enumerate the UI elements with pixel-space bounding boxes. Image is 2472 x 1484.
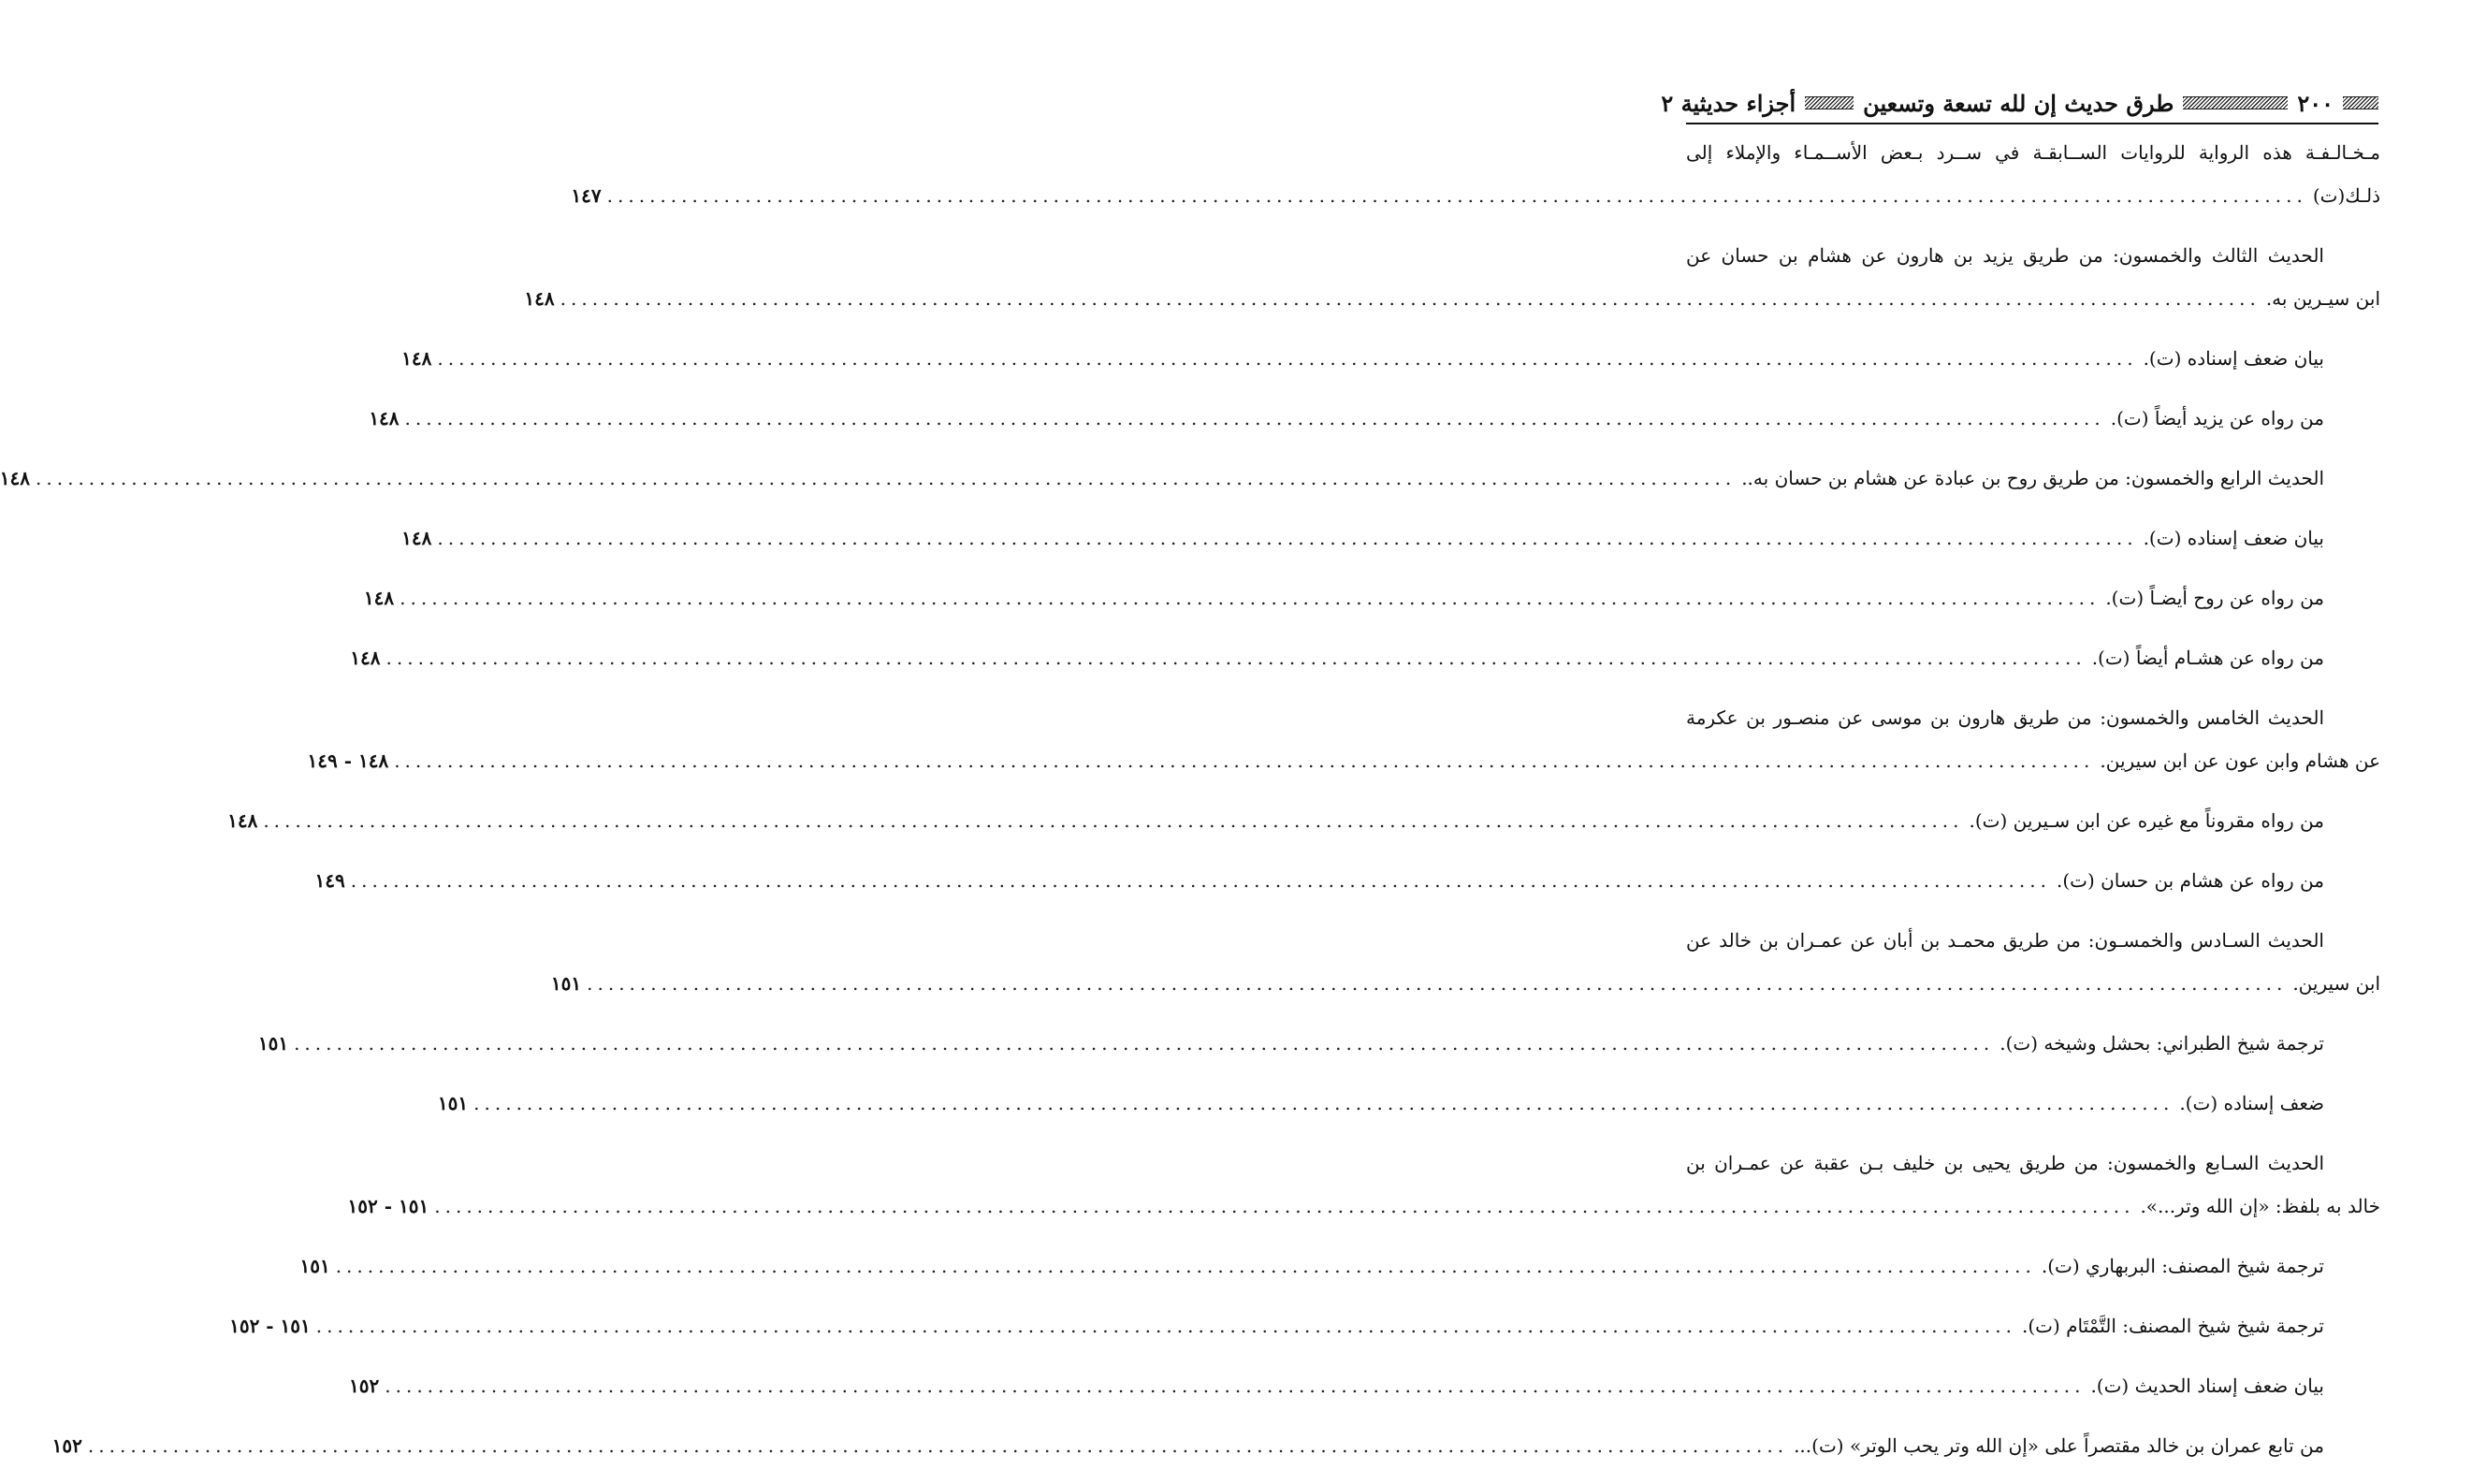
toc-entry: [227, 799, 2380, 842]
toc-entry-text: بيان ضعف إسناده (ت).: [2143, 347, 2324, 370]
toc-entry-line: الحديث الثالث والخمسون: من طريق يزيد بن هارون عن هشام بن حسان عن: [1686, 244, 2324, 267]
dot-leader: ................................................................................................................................................................: [404, 407, 2105, 429]
toc-entry-text: ترجمة شيخ شيخ المصنف: التَّمْتَام (ت).: [2021, 1315, 2324, 1337]
toc-entry-last-line: [227, 799, 2380, 842]
toc-entry-last-line: [437, 1082, 2380, 1125]
dot-leader: ................................................................................................................................................................: [587, 972, 2288, 995]
toc-entry: [401, 516, 2380, 560]
toc-entry: [349, 1364, 2380, 1407]
toc-entry: [314, 859, 2380, 902]
toc-entry-text: خالد به بلفظ: «إن الله وتر...».: [2140, 1195, 2380, 1217]
toc-entry-text: من تابع عمران بن خالد مقتصراً على «إن الله وتر يحب الوتر» (ت)...: [1794, 1434, 2324, 1457]
toc-entry: [51, 1424, 2380, 1467]
toc-entry-text: من رواه مقروناً مع غيره عن ابن سـيرين (ت).: [1969, 809, 2324, 832]
dot-leader: ................................................................................................................................................................: [335, 1255, 2036, 1277]
toc-entry-text: ذلـك(ت): [2312, 184, 2380, 207]
toc-entry-text: بيان ضعف إسناد الحديث (ت).: [2090, 1375, 2324, 1397]
toc-entry-line: مـخـالـفـة هذه الرواية للروايات الســابقـة في ســرد بـعض الأســمـاء والإملاء إلى: [1686, 141, 2380, 164]
toc-entry-last-line: [0, 457, 2380, 500]
dot-leader: ................................................................................................................................................................: [560, 287, 2261, 310]
running-title: طرق حديث إن لله تسعة وتسعين: [1863, 89, 2174, 117]
header-ornament: [1805, 96, 1854, 109]
toc-entry: [307, 696, 2380, 782]
toc-entry: [550, 919, 2380, 1005]
toc-page-number: ١٤٨: [401, 527, 432, 549]
dot-leader: ................................................................................................................................................................: [434, 1195, 2135, 1217]
header-rule: [1686, 123, 2378, 124]
toc-entry-last-line: [350, 636, 2380, 679]
dot-leader: ................................................................................................................................................................: [263, 809, 1964, 832]
header-ornament: [2183, 96, 2288, 109]
toc-entry-last-line: [401, 337, 2380, 380]
toc-entry-line: الحديث الخامس والخمسون: من طريق هارون بن موسى عن منصـور بن عكرمة: [1686, 706, 2324, 729]
header-ornament: [2343, 96, 2378, 109]
dot-leader: ................................................................................................................................................................: [385, 1375, 2086, 1397]
dot-leader: ................................................................................................................................................................: [315, 1315, 2016, 1337]
toc-entry-last-line: [229, 1304, 2380, 1347]
toc-entry-line: الحديث السـابع والخمسون: من طريق يحيى بن خليف بـن عقبة عن عمـران بن: [1686, 1152, 2324, 1174]
toc-entry-text: ابن سيـرين به.: [2265, 287, 2380, 310]
toc-page-number: ١٥٢: [349, 1375, 380, 1397]
toc-entry: [299, 1244, 2380, 1288]
toc-page-number: ١٤٨: [369, 407, 400, 429]
dot-leader: ................................................................................................................................................................: [473, 1092, 2174, 1114]
dot-leader: ................................................................................................................................................................: [350, 869, 2051, 892]
dot-leader: ................................................................................................................................................................: [385, 647, 2087, 669]
toc-entry-last-line: [347, 1185, 2380, 1228]
toc-entry: [229, 1304, 2380, 1347]
toc-entry: [401, 337, 2380, 380]
toc-page-number: ١٤٨: [227, 809, 258, 832]
toc-page-number: ١٥١: [437, 1092, 469, 1114]
toc-entry-last-line: [571, 174, 2380, 217]
toc-entry: [350, 636, 2380, 679]
toc-page-number: ١٤٨ - ١٤٩: [307, 749, 389, 772]
running-header: [1661, 84, 2378, 122]
table-of-contents: [0, 131, 2380, 1484]
toc-entry-text: بيان ضعف إسناده (ت).: [2143, 527, 2324, 549]
toc-entry-last-line: [307, 739, 2380, 782]
toc-entry: [363, 576, 2380, 619]
toc-page-number: ١٤٨: [401, 347, 432, 370]
toc-entry-last-line: [314, 859, 2380, 902]
dot-leader: ................................................................................................................................................................: [437, 347, 2138, 370]
toc-entry-text: ابن سيرين.: [2292, 972, 2380, 995]
toc-entry-text: من رواه عن هشـام أيضاً (ت).: [2091, 647, 2324, 669]
toc-entry-last-line: [363, 576, 2380, 619]
toc-entry-text: ضعف إسناده (ت).: [2179, 1092, 2324, 1114]
toc-page-number: ١٤٨: [524, 287, 555, 310]
toc-page-number: ١٥١ - ١٥٢: [229, 1315, 311, 1337]
toc-page-number: ١٤٩: [314, 869, 345, 892]
toc-page-number: ١٥١: [257, 1032, 289, 1055]
toc-entry: [571, 131, 2380, 217]
toc-entry: [524, 234, 2380, 320]
toc-page-number: ١٤٧: [571, 184, 602, 207]
dot-leader: ................................................................................................................................................................: [87, 1434, 1789, 1457]
toc-entry-text: من رواه عن روح أيضـاً (ت).: [2105, 587, 2324, 609]
toc-entry-last-line: [401, 516, 2380, 560]
toc-entry-text: من رواه عن هشام بن حسان (ت).: [2056, 869, 2324, 892]
toc-entry-text: ترجمة شيخ الطبراني: بحشل وشيخه (ت).: [1999, 1032, 2324, 1055]
page-number: ٢٠٠: [2297, 89, 2334, 117]
toc-page-number: ١٥١ - ١٥٢: [347, 1195, 429, 1217]
toc-entry-last-line: [524, 277, 2380, 320]
dot-leader: ................................................................................................................................................................: [606, 184, 2307, 207]
dot-leader: ................................................................................................................................................................: [437, 527, 2138, 549]
toc-entry: [347, 1142, 2380, 1228]
toc-entry-last-line: [299, 1244, 2380, 1288]
toc-entry-text: ترجمة شيخ المصنف: البربهاري (ت).: [2041, 1255, 2324, 1277]
toc-entry-text: من رواه عن يزيد أيضاً (ت).: [2110, 407, 2324, 429]
dot-leader: ................................................................................................................................................................: [36, 467, 1737, 489]
dot-leader: ................................................................................................................................................................: [294, 1032, 1995, 1055]
toc-entry: [0, 457, 2380, 500]
toc-page-number: ١٥١: [299, 1255, 330, 1277]
toc-entry-last-line: [369, 397, 2380, 440]
toc-page-number: ١٥١: [550, 972, 582, 995]
toc-entry-text: الحديث الرابع والخمسون: من طريق روح بن عبادة عن هشام بن حسان به..: [1741, 467, 2324, 489]
toc-entry-last-line: [550, 962, 2380, 1005]
toc-page-number: ١٤٨: [0, 467, 31, 489]
dot-leader: ................................................................................................................................................................: [394, 749, 2095, 772]
toc-entry: [257, 1022, 2380, 1065]
toc-entry-last-line: [349, 1364, 2380, 1407]
dot-leader: ................................................................................................................................................................: [400, 587, 2101, 609]
series-title: أجزاء حديثية ٢: [1661, 89, 1796, 117]
toc-entry-last-line: [257, 1022, 2380, 1065]
toc-page-number: ١٤٨: [363, 587, 395, 609]
toc-entry: [369, 397, 2380, 440]
toc-page-number: ١٥٢: [51, 1434, 82, 1457]
toc-entry-text: عن هشام وابن عون عن ابن سيرين.: [2100, 749, 2380, 772]
toc-page-number: ١٤٨: [350, 647, 381, 669]
toc-entry: [437, 1082, 2380, 1125]
toc-entry-line: الحديث السـادس والخمسـون: من طريق محمـد بن أبان عن عمـران بن خالد عن: [1686, 929, 2324, 952]
toc-entry-last-line: [51, 1424, 2380, 1467]
